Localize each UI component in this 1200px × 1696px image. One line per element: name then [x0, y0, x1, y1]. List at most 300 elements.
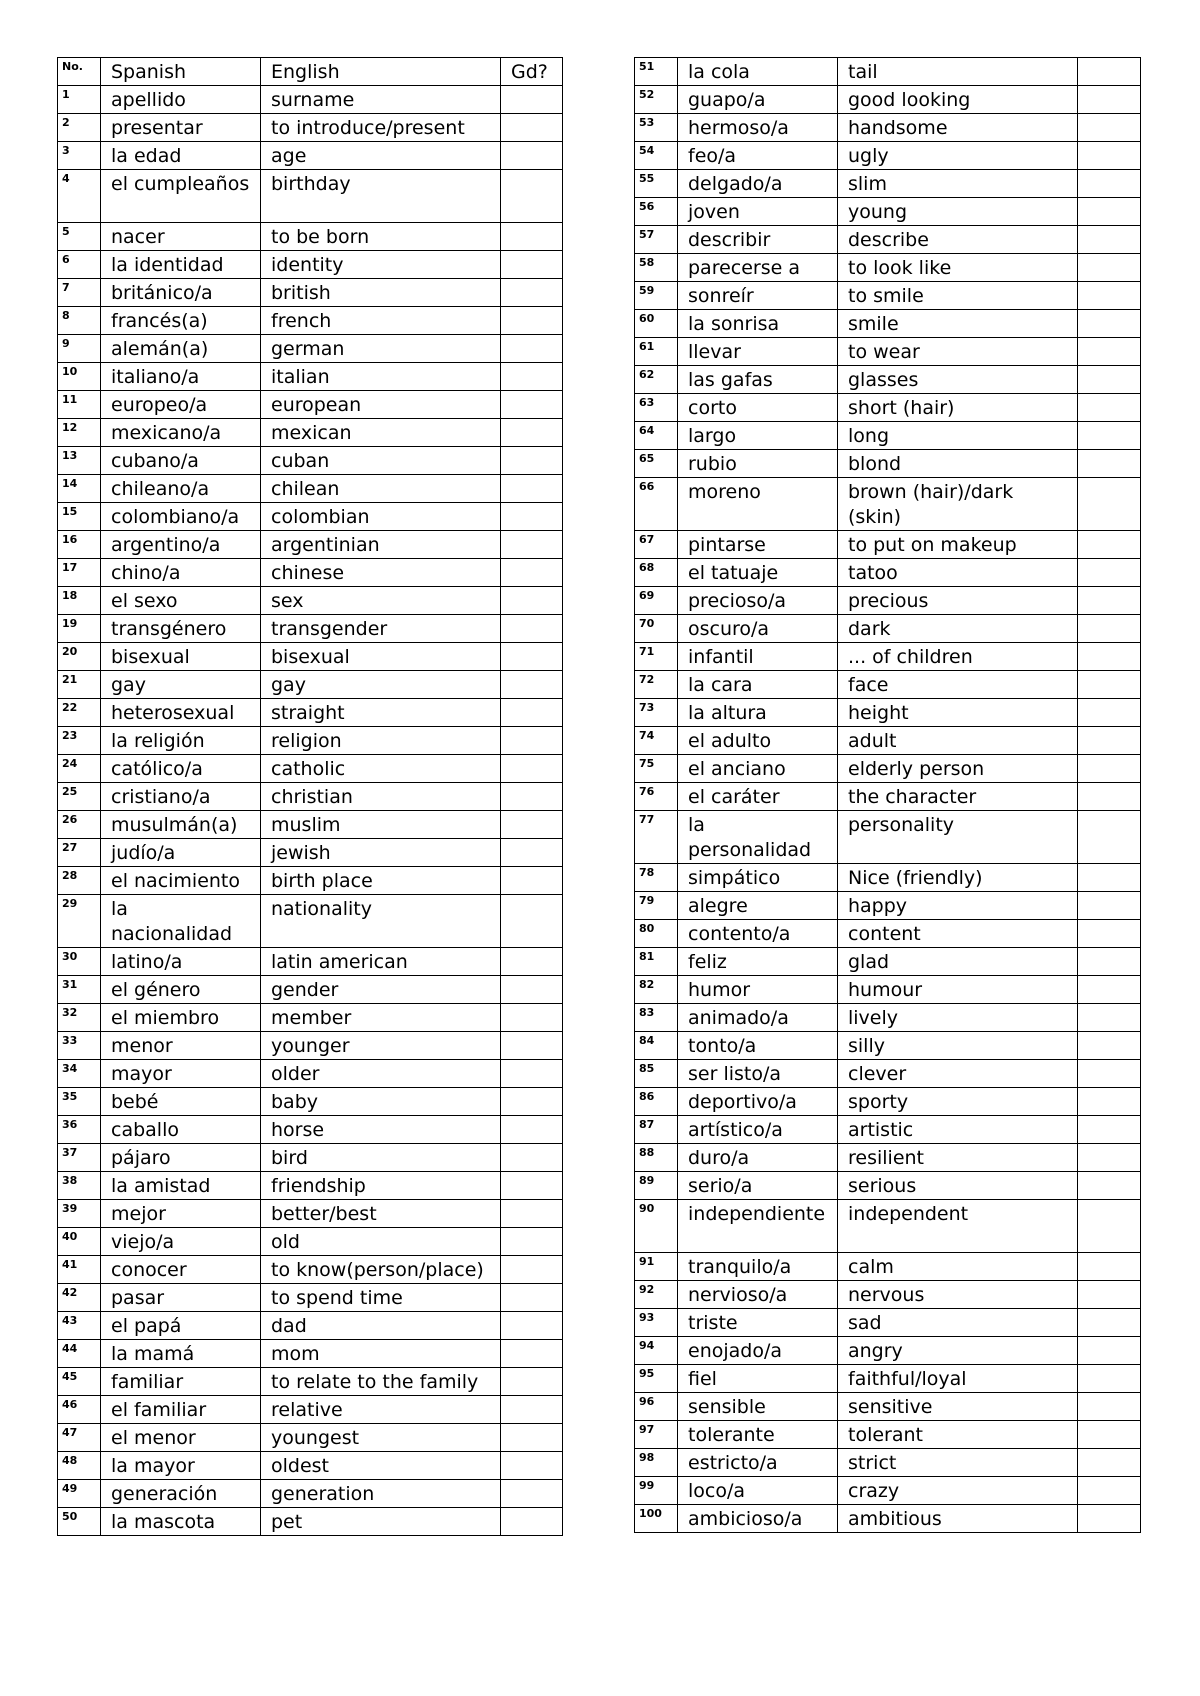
- spanish-word: infantil: [678, 643, 838, 671]
- row-number: 70: [635, 615, 678, 643]
- vocab-row: [635, 1004, 1141, 1032]
- gd-check-cell: [1078, 478, 1141, 531]
- spanish-word: moreno: [678, 478, 838, 531]
- gd-check-cell: [1078, 755, 1141, 783]
- vocab-row: [635, 1505, 1141, 1533]
- spanish-word: la altura: [678, 699, 838, 727]
- row-number: 75: [635, 755, 678, 783]
- gd-check-cell: [501, 1032, 563, 1060]
- row-number: 14: [58, 475, 101, 503]
- vocab-row: [635, 310, 1141, 338]
- english-word: to look like: [838, 254, 1078, 282]
- gd-check-cell: [1078, 226, 1141, 254]
- gd-check-cell: [1078, 1337, 1141, 1365]
- english-word: to wear: [838, 338, 1078, 366]
- row-number: 99: [635, 1477, 678, 1505]
- spanish-word: presentar: [101, 114, 261, 142]
- spanish-word: judío/a: [101, 839, 261, 867]
- gd-check-cell: [1078, 366, 1141, 394]
- english-word: personality: [838, 811, 1078, 864]
- english-word: Nice (friendly): [838, 864, 1078, 892]
- english-word: german: [261, 335, 501, 363]
- english-word: clever: [838, 1060, 1078, 1088]
- gd-check-cell: [1078, 1365, 1141, 1393]
- english-word: humour: [838, 976, 1078, 1004]
- row-number: 100: [635, 1505, 678, 1533]
- row-number: 31: [58, 976, 101, 1004]
- gd-check-cell: [501, 559, 563, 587]
- gd-check-cell: [1078, 1172, 1141, 1200]
- vocab-row: [635, 671, 1141, 699]
- spanish-word: la nacionalidad: [101, 895, 261, 948]
- row-number: 84: [635, 1032, 678, 1060]
- gd-check-cell: [1078, 1281, 1141, 1309]
- vocab-row: [635, 783, 1141, 811]
- spanish-word: bisexual: [101, 643, 261, 671]
- spanish-word: heterosexual: [101, 699, 261, 727]
- row-number: 28: [58, 867, 101, 895]
- gd-check-cell: [501, 1508, 563, 1536]
- english-word: old: [261, 1228, 501, 1256]
- english-word: surname: [261, 86, 501, 114]
- spanish-word: europeo/a: [101, 391, 261, 419]
- vocab-row: [58, 335, 563, 363]
- spanish-word: sensible: [678, 1393, 838, 1421]
- english-word: dad: [261, 1312, 501, 1340]
- english-word: ugly: [838, 142, 1078, 170]
- vocab-table-body: [635, 58, 1141, 1533]
- gd-check-cell: [501, 587, 563, 615]
- vocab-row: [58, 699, 563, 727]
- english-word: young: [838, 198, 1078, 226]
- vocab-row: [635, 727, 1141, 755]
- vocab-row: [635, 422, 1141, 450]
- spanish-word: la mayor: [101, 1452, 261, 1480]
- vocab-row: [635, 394, 1141, 422]
- spanish-word: contento/a: [678, 920, 838, 948]
- header-english: English: [261, 58, 501, 86]
- gd-check-cell: [1078, 114, 1141, 142]
- gd-check-cell: [501, 895, 563, 948]
- gd-check-cell: [1078, 783, 1141, 811]
- english-word: resilient: [838, 1144, 1078, 1172]
- vocab-row: [635, 282, 1141, 310]
- gd-check-cell: [501, 1228, 563, 1256]
- spanish-word: llevar: [678, 338, 838, 366]
- row-number: 56: [635, 198, 678, 226]
- english-word: serious: [838, 1172, 1078, 1200]
- row-number: 1: [58, 86, 101, 114]
- spanish-word: la identidad: [101, 251, 261, 279]
- spanish-word: generación: [101, 1480, 261, 1508]
- vocab-row: [635, 559, 1141, 587]
- english-word: baby: [261, 1088, 501, 1116]
- vocab-row: [635, 1421, 1141, 1449]
- gd-check-cell: [501, 867, 563, 895]
- row-number: 91: [635, 1253, 678, 1281]
- row-number: 68: [635, 559, 678, 587]
- spanish-word: oscuro/a: [678, 615, 838, 643]
- row-number: 6: [58, 251, 101, 279]
- row-number: 64: [635, 422, 678, 450]
- english-word: generation: [261, 1480, 501, 1508]
- gd-check-cell: [1078, 531, 1141, 559]
- english-word: to relate to the family: [261, 1368, 501, 1396]
- vocab-row: [58, 1032, 563, 1060]
- row-number: 97: [635, 1421, 678, 1449]
- spanish-word: latino/a: [101, 948, 261, 976]
- row-number: 29: [58, 895, 101, 948]
- gd-check-cell: [501, 223, 563, 251]
- spanish-word: humor: [678, 976, 838, 1004]
- row-number: 36: [58, 1116, 101, 1144]
- english-word: member: [261, 1004, 501, 1032]
- gd-check-cell: [501, 170, 563, 223]
- vocab-row: [635, 920, 1141, 948]
- gd-check-cell: [1078, 1393, 1141, 1421]
- vocab-row: [635, 86, 1141, 114]
- row-number: 47: [58, 1424, 101, 1452]
- row-number: 18: [58, 587, 101, 615]
- gd-check-cell: [1078, 58, 1141, 86]
- gd-check-cell: [501, 1172, 563, 1200]
- spanish-word: conocer: [101, 1256, 261, 1284]
- header-gd: Gd?: [501, 58, 563, 86]
- row-number: 61: [635, 338, 678, 366]
- row-number: 83: [635, 1004, 678, 1032]
- english-word: sex: [261, 587, 501, 615]
- row-number: 59: [635, 282, 678, 310]
- vocab-row: [635, 976, 1141, 1004]
- vocab-row: [58, 1452, 563, 1480]
- english-word: smile: [838, 310, 1078, 338]
- gd-check-cell: [501, 251, 563, 279]
- english-word: handsome: [838, 114, 1078, 142]
- english-word: younger: [261, 1032, 501, 1060]
- spanish-word: enojado/a: [678, 1337, 838, 1365]
- row-number: 85: [635, 1060, 678, 1088]
- english-word: adult: [838, 727, 1078, 755]
- english-word: brown (hair)/dark (skin): [838, 478, 1078, 531]
- vocab-row: [58, 559, 563, 587]
- gd-check-cell: [1078, 699, 1141, 727]
- gd-check-cell: [1078, 1253, 1141, 1281]
- row-number: 81: [635, 948, 678, 976]
- vocab-row: [635, 643, 1141, 671]
- row-number: 96: [635, 1393, 678, 1421]
- english-word: artistic: [838, 1116, 1078, 1144]
- vocab-row: [635, 254, 1141, 282]
- gd-check-cell: [1078, 1421, 1141, 1449]
- spanish-word: delgado/a: [678, 170, 838, 198]
- gd-check-cell: [1078, 86, 1141, 114]
- spanish-word: alegre: [678, 892, 838, 920]
- english-word: pet: [261, 1508, 501, 1536]
- row-number: 54: [635, 142, 678, 170]
- vocab-row: [635, 1337, 1141, 1365]
- row-number: 37: [58, 1144, 101, 1172]
- gd-check-cell: [1078, 864, 1141, 892]
- vocab-row: [635, 1200, 1141, 1253]
- spanish-word: serio/a: [678, 1172, 838, 1200]
- vocab-row: [635, 1393, 1141, 1421]
- spanish-word: argentino/a: [101, 531, 261, 559]
- spanish-word: la cara: [678, 671, 838, 699]
- gd-check-cell: [501, 1284, 563, 1312]
- english-word: short (hair): [838, 394, 1078, 422]
- gd-check-cell: [501, 839, 563, 867]
- spanish-word: precioso/a: [678, 587, 838, 615]
- english-word: nervous: [838, 1281, 1078, 1309]
- row-number: 71: [635, 643, 678, 671]
- vocab-row: [58, 1312, 563, 1340]
- header-row: [58, 58, 563, 86]
- spanish-word: apellido: [101, 86, 261, 114]
- english-word: content: [838, 920, 1078, 948]
- row-number: 52: [635, 86, 678, 114]
- vocab-row: [58, 363, 563, 391]
- gd-check-cell: [1078, 587, 1141, 615]
- gd-check-cell: [501, 1060, 563, 1088]
- english-word: to put on makeup: [838, 531, 1078, 559]
- english-word: youngest: [261, 1424, 501, 1452]
- gd-check-cell: [1078, 310, 1141, 338]
- english-word: gender: [261, 976, 501, 1004]
- vocab-row: [58, 142, 563, 170]
- gd-check-cell: [501, 976, 563, 1004]
- english-word: faithful/loyal: [838, 1365, 1078, 1393]
- spanish-word: chileano/a: [101, 475, 261, 503]
- spanish-word: viejo/a: [101, 1228, 261, 1256]
- spanish-word: el tatuaje: [678, 559, 838, 587]
- gd-check-cell: [1078, 1309, 1141, 1337]
- gd-check-cell: [1078, 948, 1141, 976]
- vocab-table-left: [57, 57, 563, 1536]
- vocab-row: [635, 1477, 1141, 1505]
- spanish-word: la amistad: [101, 1172, 261, 1200]
- row-number: 88: [635, 1144, 678, 1172]
- english-word: oldest: [261, 1452, 501, 1480]
- english-word: long: [838, 422, 1078, 450]
- vocab-row: [635, 1449, 1141, 1477]
- vocab-row: [58, 1424, 563, 1452]
- english-word: slim: [838, 170, 1078, 198]
- vocab-row: [58, 1228, 563, 1256]
- vocab-row: [635, 1060, 1141, 1088]
- vocab-row: [58, 615, 563, 643]
- gd-check-cell: [501, 307, 563, 335]
- row-number: 35: [58, 1088, 101, 1116]
- vocab-row: [635, 1281, 1141, 1309]
- gd-check-cell: [501, 783, 563, 811]
- spanish-word: gay: [101, 671, 261, 699]
- row-number: 65: [635, 450, 678, 478]
- row-number: 79: [635, 892, 678, 920]
- english-word: muslim: [261, 811, 501, 839]
- gd-check-cell: [1078, 892, 1141, 920]
- english-word: british: [261, 279, 501, 307]
- spanish-word: nervioso/a: [678, 1281, 838, 1309]
- gd-check-cell: [501, 86, 563, 114]
- english-word: to spend time: [261, 1284, 501, 1312]
- spanish-word: pájaro: [101, 1144, 261, 1172]
- gd-check-cell: [1078, 1449, 1141, 1477]
- row-number: 93: [635, 1309, 678, 1337]
- vocab-row: [635, 811, 1141, 864]
- gd-check-cell: [1078, 142, 1141, 170]
- english-word: crazy: [838, 1477, 1078, 1505]
- english-word: birth place: [261, 867, 501, 895]
- row-number: 7: [58, 279, 101, 307]
- vocab-row: [58, 783, 563, 811]
- vocab-row: [58, 671, 563, 699]
- gd-check-cell: [1078, 1505, 1141, 1533]
- vocab-row: [635, 699, 1141, 727]
- vocab-row: [58, 1368, 563, 1396]
- gd-check-cell: [501, 279, 563, 307]
- vocab-row: [635, 864, 1141, 892]
- english-word: mexican: [261, 419, 501, 447]
- row-number: 8: [58, 307, 101, 335]
- english-word: silly: [838, 1032, 1078, 1060]
- spanish-word: musulmán(a): [101, 811, 261, 839]
- spanish-word: italiano/a: [101, 363, 261, 391]
- gd-check-cell: [501, 643, 563, 671]
- gd-check-cell: [501, 1368, 563, 1396]
- spanish-word: transgénero: [101, 615, 261, 643]
- vocab-row: [58, 307, 563, 335]
- row-number: 10: [58, 363, 101, 391]
- english-word: dark: [838, 615, 1078, 643]
- gd-check-cell: [501, 419, 563, 447]
- spanish-word: las gafas: [678, 366, 838, 394]
- spanish-word: feliz: [678, 948, 838, 976]
- spanish-word: el menor: [101, 1424, 261, 1452]
- gd-check-cell: [501, 142, 563, 170]
- english-word: better/best: [261, 1200, 501, 1228]
- vocab-row: [58, 1004, 563, 1032]
- spanish-word: la cola: [678, 58, 838, 86]
- row-number: 26: [58, 811, 101, 839]
- gd-check-cell: [501, 391, 563, 419]
- row-number: 44: [58, 1340, 101, 1368]
- spanish-word: pasar: [101, 1284, 261, 1312]
- row-number: 46: [58, 1396, 101, 1424]
- gd-check-cell: [501, 1424, 563, 1452]
- english-word: to introduce/present: [261, 114, 501, 142]
- spanish-word: joven: [678, 198, 838, 226]
- vocab-row: [635, 1253, 1141, 1281]
- spanish-word: deportivo/a: [678, 1088, 838, 1116]
- row-number: 11: [58, 391, 101, 419]
- row-number: 5: [58, 223, 101, 251]
- gd-check-cell: [1078, 1004, 1141, 1032]
- vocab-row: [58, 811, 563, 839]
- english-word: the character: [838, 783, 1078, 811]
- row-number: 3: [58, 142, 101, 170]
- vocab-row: [58, 1172, 563, 1200]
- english-word: french: [261, 307, 501, 335]
- gd-check-cell: [1078, 920, 1141, 948]
- gd-check-cell: [501, 363, 563, 391]
- gd-check-cell: [501, 475, 563, 503]
- gd-check-cell: [1078, 671, 1141, 699]
- row-number: 39: [58, 1200, 101, 1228]
- row-number: 57: [635, 226, 678, 254]
- gd-check-cell: [1078, 1144, 1141, 1172]
- english-word: angry: [838, 1337, 1078, 1365]
- english-word: colombian: [261, 503, 501, 531]
- vocab-row: [635, 338, 1141, 366]
- english-word: identity: [261, 251, 501, 279]
- gd-check-cell: [501, 1144, 563, 1172]
- spanish-word: el familiar: [101, 1396, 261, 1424]
- spanish-word: independiente: [678, 1200, 838, 1253]
- row-number: 60: [635, 310, 678, 338]
- vocab-row: [58, 755, 563, 783]
- spanish-word: mayor: [101, 1060, 261, 1088]
- gd-check-cell: [1078, 976, 1141, 1004]
- spanish-word: la mascota: [101, 1508, 261, 1536]
- vocab-row: [635, 587, 1141, 615]
- spanish-word: cristiano/a: [101, 783, 261, 811]
- vocab-row: [635, 755, 1141, 783]
- row-number: 62: [635, 366, 678, 394]
- row-number: 25: [58, 783, 101, 811]
- gd-check-cell: [501, 727, 563, 755]
- english-word: strict: [838, 1449, 1078, 1477]
- row-number: 63: [635, 394, 678, 422]
- gd-check-cell: [501, 1256, 563, 1284]
- vocab-row: [58, 976, 563, 1004]
- row-number: 55: [635, 170, 678, 198]
- gd-check-cell: [1078, 338, 1141, 366]
- gd-check-cell: [501, 671, 563, 699]
- english-word: chinese: [261, 559, 501, 587]
- row-number: 40: [58, 1228, 101, 1256]
- gd-check-cell: [1078, 811, 1141, 864]
- spanish-word: bebé: [101, 1088, 261, 1116]
- english-word: christian: [261, 783, 501, 811]
- english-word: mom: [261, 1340, 501, 1368]
- english-word: precious: [838, 587, 1078, 615]
- gd-check-cell: [501, 1116, 563, 1144]
- spanish-word: rubio: [678, 450, 838, 478]
- english-word: sporty: [838, 1088, 1078, 1116]
- row-number: 78: [635, 864, 678, 892]
- row-number: 49: [58, 1480, 101, 1508]
- vocab-row: [635, 142, 1141, 170]
- spanish-word: francés(a): [101, 307, 261, 335]
- row-number: 30: [58, 948, 101, 976]
- spanish-word: corto: [678, 394, 838, 422]
- vocab-row: [58, 839, 563, 867]
- gd-check-cell: [501, 1480, 563, 1508]
- english-word: tatoo: [838, 559, 1078, 587]
- english-word: chilean: [261, 475, 501, 503]
- spanish-word: menor: [101, 1032, 261, 1060]
- english-word: european: [261, 391, 501, 419]
- vocab-row: [635, 170, 1141, 198]
- gd-check-cell: [1078, 1477, 1141, 1505]
- english-word: good looking: [838, 86, 1078, 114]
- spanish-word: el anciano: [678, 755, 838, 783]
- vocab-row: [635, 1088, 1141, 1116]
- row-number: 94: [635, 1337, 678, 1365]
- gd-check-cell: [501, 1452, 563, 1480]
- vocab-row: [635, 58, 1141, 86]
- english-word: older: [261, 1060, 501, 1088]
